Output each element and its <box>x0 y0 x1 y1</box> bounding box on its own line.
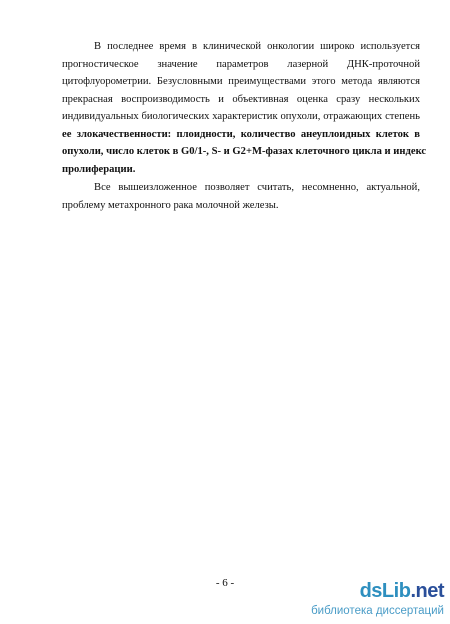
watermark-logo <box>311 580 448 624</box>
paragraph-2-line-1: Все вышеизложенное позволяет считать, несомненно, актуальной, <box>94 182 420 193</box>
paragraph-1-line-4: прекрасная воспроизводимость и объективная оценка сразу нескольких <box>62 94 420 105</box>
paragraph-1-line-5: индивидуальных биологических характеристик опухоли, отражающих степень <box>62 111 420 122</box>
paragraph-2-line-2: проблему метахронного рака молочной железы. <box>62 200 279 211</box>
paragraph-1-line-8: пролиферации. <box>62 164 136 175</box>
watermark-brand-part1: dsLib <box>359 580 411 602</box>
watermark-tagline: библиотека диссертаций <box>311 605 444 617</box>
paragraph-1-line-6: ее злокачественности: плоидности, количество анеуплоидных клеток в <box>62 129 420 140</box>
paragraph-1-line-1: В последнее время в клинической онкологии широко используется <box>94 41 420 52</box>
paragraph-1-line-3: цитофлуорометрии. Безусловными преимуществами этого метода являются <box>62 76 420 87</box>
watermark-brand <box>360 580 444 603</box>
page-number: - 6 - <box>215 577 235 589</box>
paragraph-1-line-2: прогностическое значение параметров лазерной ДНК-проточной <box>62 59 420 70</box>
watermark-brand-part2: .net <box>410 580 444 602</box>
paragraph-1-line-7: опухоли, число клеток в G0/1-, S- и G2+M-фазах клеточного цикла и индекс <box>62 146 427 157</box>
